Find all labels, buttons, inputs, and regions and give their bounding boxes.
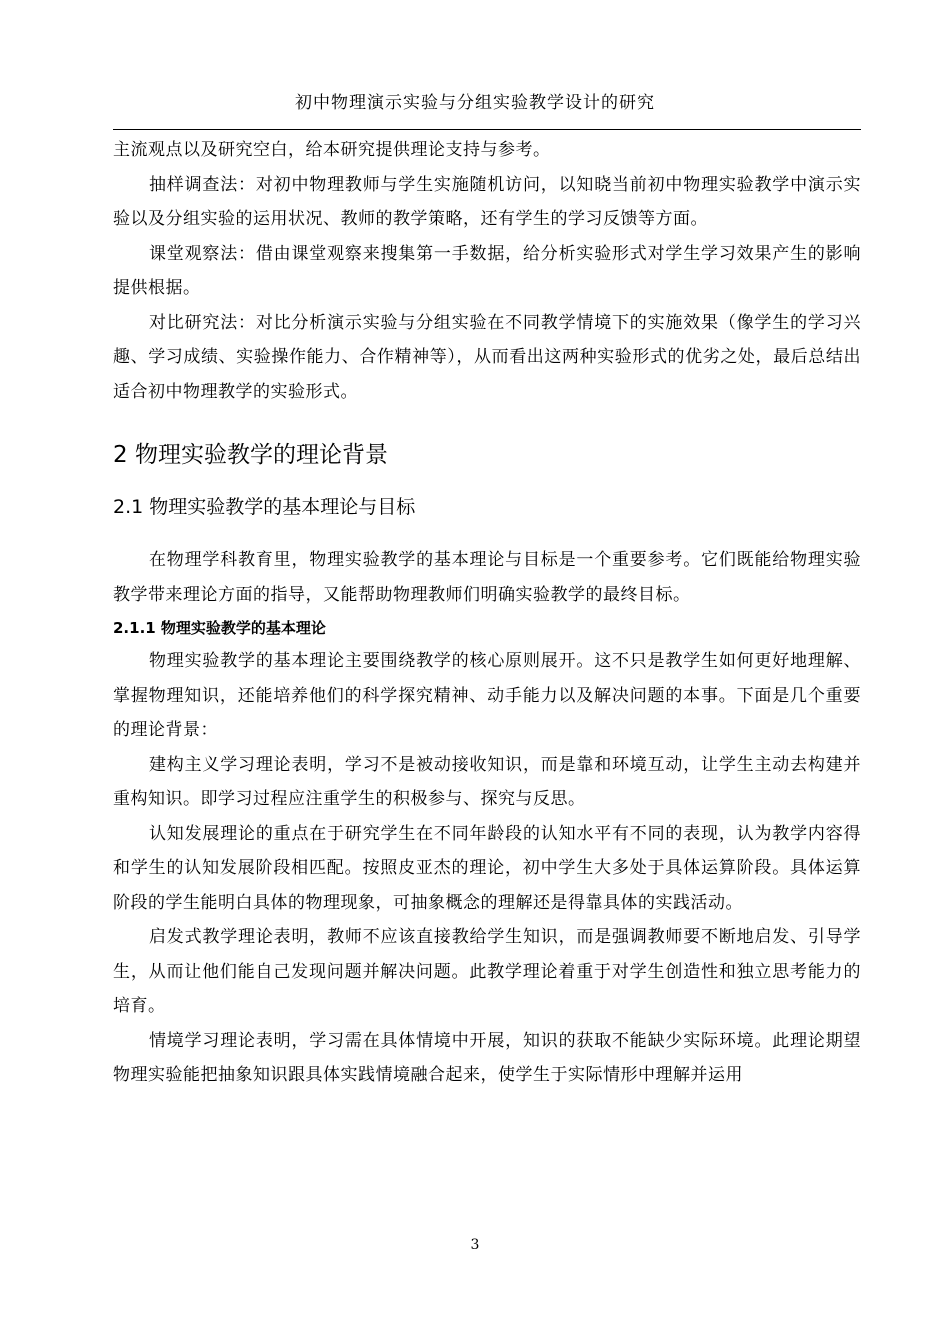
- paragraph-sampling-survey: 抽样调查法：对初中物理教师与学生实施随机访问，以知晓当前初中物理实验教学中演示实验以及分组实验的运用状况、教师的教学策略，还有学生的学习反馈等方面。: [113, 174, 861, 229]
- header-divider: [113, 129, 861, 130]
- page-number: 3: [470, 1237, 480, 1253]
- paragraph-2-1-intro: 在物理学科教育里，物理实验教学的基本理论与目标是一个重要参考。它们既能给物理实验教学带来理论方面的指导，又能帮助物理教师们明确实验教学的最终目标。: [113, 550, 861, 605]
- page-header-title: 初中物理演示实验与分组实验教学设计的研究: [295, 93, 655, 113]
- paragraph-cognitive-development: 认知发展理论的重点在于研究学生在不同年龄段的认知水平有不同的表现，认为教学内容得和学生的认知发展阶段相匹配。按照皮亚杰的理论，初中学生大多处于具体运算阶段。具体运算阶段的学生能明白具体的物理现象，可抽象概念的理解还是得靠具体的实践活动。: [113, 823, 861, 913]
- paragraph-classroom-observation: 课堂观察法：借由课堂观察来搜集第一手数据，给分析实验形式对学生学习效果产生的影响提供根据。: [113, 243, 861, 298]
- paragraph-comparative-research: 对比研究法：对比分析演示实验与分组实验在不同教学情境下的实施效果（像学生的学习兴趣、学习成绩、实验操作能力、合作精神等），从而看出这两种实验形式的优劣之处，最后总结出适合初中物理教学的实验形式。: [113, 312, 861, 402]
- paragraph-heuristic-teaching: 启发式教学理论表明，教师不应该直接教给学生知识，而是强调教师要不断地启发、引导学生，从而让他们能自己发现问题并解决问题。此教学理论着重于对学生创造性和独立思考能力的培育。: [113, 927, 861, 1016]
- section-heading-2-1: 2.1 物理实验教学的基本理论与目标: [113, 496, 416, 518]
- paragraph-continuation: 主流观点以及研究空白，给本研究提供理论支持与参考。: [113, 140, 551, 160]
- paragraph-constructivism: 建构主义学习理论表明，学习不是被动接收知识，而是靠和环境互动，让学生主动去构建并重构知识。即学习过程应注重学生的积极参与、探究与反思。: [113, 754, 861, 809]
- document-body: [113, 133, 861, 1093]
- paragraph-basic-theory: 物理实验教学的基本理论主要围绕教学的核心原则展开。这不只是教学生如何更好地理解、掌握物理知识，还能培养他们的科学探究精神、动手能力以及解决问题的本事。下面是几个重要的理论背景：: [113, 651, 861, 740]
- section-heading-2: 2 物理实验教学的理论背景: [113, 442, 388, 468]
- section-heading-2-1-1: 2.1.1 物理实验教学的基本理论: [113, 619, 326, 637]
- paragraph-situated-learning: 情境学习理论表明，学习需在具体情境中开展，知识的获取不能缺少实际环境。此理论期望物理实验能把抽象知识跟具体实践情境融合起来，使学生于实际情形中理解并运用: [113, 1030, 861, 1085]
